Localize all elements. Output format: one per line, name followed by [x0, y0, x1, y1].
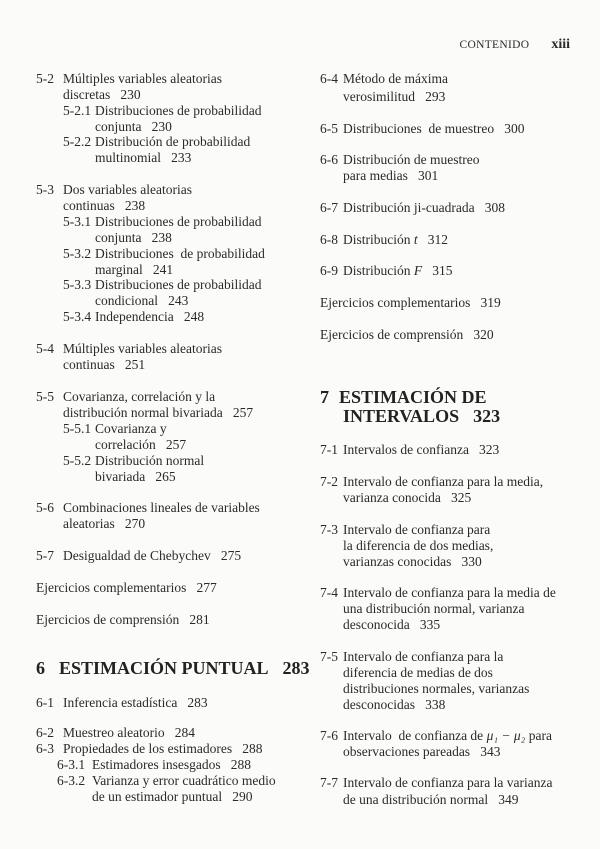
toc-entry [343, 728, 552, 744]
toc-number: 7-1 [320, 442, 338, 457]
toc-entry: Intervalo de confianza para [343, 522, 491, 537]
math-variable: t [413, 232, 418, 247]
toc-entry: aleatorias 270 [63, 516, 146, 531]
toc-entry: Distribuciones de probabilidad [95, 246, 265, 261]
toc-entry: Muestreo aleatorio 284 [63, 725, 195, 740]
toc-number: 7-5 [320, 649, 338, 664]
toc-number: 6-9 [320, 263, 338, 278]
toc-entry [343, 232, 448, 248]
toc-entry: continuas 238 [63, 198, 146, 213]
toc-entry: verosimilitud 293 [343, 89, 446, 104]
toc-entry: Intervalo de confianza para la media, [343, 474, 544, 489]
toc-entry: Ejercicios de comprensión 281 [36, 612, 210, 627]
toc-number: 5-6 [36, 500, 54, 515]
toc-number: 5-3.4 [63, 309, 92, 324]
toc-entry: Estimadores insesgados 288 [92, 757, 251, 772]
entry-text: Distribución [343, 263, 414, 278]
toc-number: 5-4 [36, 341, 54, 356]
entry-text: Intervalo de confianza de [343, 728, 487, 743]
toc-number: 6-2 [36, 725, 54, 740]
toc-entry: Intervalo de confianza para la varianza [343, 775, 553, 790]
toc-entry: Combinaciones lineales de variables [63, 500, 260, 515]
toc-number: 5-5 [36, 389, 54, 404]
toc-number: 6-6 [320, 152, 338, 167]
toc-entry: Distribución de probabilidad [95, 134, 251, 149]
toc-number: 5-3.2 [63, 246, 92, 261]
toc-number: 5-7 [36, 548, 54, 563]
toc-entry: Intervalos de confianza 323 [343, 442, 500, 457]
toc-number: 5-2.1 [63, 103, 92, 118]
toc-entry: Método de máxima [343, 71, 448, 86]
toc-entry: Distribución normal [95, 453, 205, 468]
running-header [460, 37, 570, 53]
toc-number: 6-7 [320, 200, 338, 215]
toc-number: 6-3 [36, 741, 54, 756]
toc-number: 7-7 [320, 775, 338, 790]
page-number: xiii [551, 37, 570, 52]
toc-entry: discretas 230 [63, 87, 141, 102]
toc-entry: Distribuciones de probabilidad [95, 103, 262, 118]
toc-number: 6-1 [36, 695, 54, 710]
toc-entry: de una distribución normal 349 [343, 792, 519, 807]
toc-number: 7-2 [320, 474, 338, 489]
toc-entry: Múltiples variables aleatorias [63, 341, 222, 356]
toc-entry: una distribución normal, varianza [343, 601, 525, 616]
toc-entry: Distribuciones de muestreo 300 [343, 121, 525, 136]
toc-entry: para medias 301 [343, 168, 439, 183]
toc-entry: Desigualdad de Chebychev 275 [63, 548, 242, 563]
math-expression: μ₁ − μ₂ [486, 728, 526, 743]
toc-entry: de un estimador puntual 290 [92, 789, 253, 804]
toc-entry: varianza conocida 325 [343, 490, 472, 505]
toc-entry: observaciones pareadas 343 [343, 744, 501, 759]
toc-entry: conjunta 238 [95, 230, 172, 245]
toc-entry: Independencia 248 [95, 309, 205, 324]
toc-entry: distribuciones normales, varianzas [343, 681, 530, 696]
toc-entry: Intervalo de confianza para la [343, 649, 504, 664]
toc-entry: Distribuciones de probabilidad [95, 214, 262, 229]
toc-entry: bivariada 265 [95, 469, 176, 484]
toc-entry: Covarianza, correlación y la [63, 389, 216, 404]
toc-entry: condicional 243 [95, 293, 189, 308]
toc-entry: diferencia de medias de dos [343, 665, 493, 680]
toc-entry: Dos variables aleatorias [63, 182, 192, 197]
entry-page: 315 [422, 263, 453, 278]
toc-entry: Múltiples variables aleatorias [63, 71, 222, 86]
chapter-title: ESTIMACIÓN DE [339, 387, 487, 407]
toc-number: 5-5.1 [63, 421, 92, 436]
toc-entry: distribución normal bivariada 257 [63, 405, 254, 420]
toc-number: 5-3 [36, 182, 54, 197]
toc-number: 7-3 [320, 522, 338, 537]
toc-entry: Propiedades de los estimadores 288 [63, 741, 263, 756]
toc-entry [343, 263, 453, 279]
toc-entry: conjunta 230 [95, 119, 172, 134]
toc-entry: desconocida 335 [343, 617, 441, 632]
toc-entry: Varianza y error cuadrático medio [92, 773, 276, 788]
toc-entry: Inferencia estadística 283 [63, 695, 208, 710]
toc-entry: Covarianza y [95, 421, 167, 436]
toc-entry: Intervalo de confianza para la media de [343, 585, 556, 600]
chapter-number: 6 [36, 658, 45, 678]
chapter-page: 323 [473, 406, 501, 426]
chapter-number: 7 [320, 387, 329, 407]
toc-number: 7-6 [320, 728, 338, 743]
toc-number: 5-2 [36, 71, 54, 86]
toc-number: 5-5.2 [63, 453, 92, 468]
chapter-7-heading [320, 387, 487, 407]
toc-entry: Distribuciones de probabilidad [95, 277, 262, 292]
toc-number: 6-3.2 [57, 773, 86, 788]
toc-number: 6-4 [320, 71, 338, 86]
chapter-title: ESTIMACIÓN PUNTUAL [59, 658, 269, 678]
chapter-7-heading-line2 [343, 406, 500, 426]
section-title: CONTENIDO [459, 39, 530, 51]
toc-entry: marginal 241 [95, 262, 174, 277]
toc-number: 5-3.1 [63, 214, 92, 229]
toc-entry: Ejercicios complementarios 277 [36, 580, 217, 595]
entry-text: Distribución [343, 232, 414, 247]
toc-number: 5-3.3 [63, 277, 92, 292]
toc-entry: Distribución ji-cuadrada 308 [343, 200, 505, 215]
toc-entry: Ejercicios de comprensión 320 [320, 327, 494, 342]
chapter-page: 283 [282, 658, 310, 678]
entry-text: para [525, 728, 552, 743]
toc-entry: multinomial 233 [95, 150, 192, 165]
entry-page: 312 [417, 232, 449, 247]
chapter-title-line2: INTERVALOS [343, 406, 460, 426]
toc-number: 6-3.1 [57, 757, 86, 772]
toc-entry: varianzas conocidas 330 [343, 554, 482, 569]
toc-entry: correlación 257 [95, 437, 187, 452]
chapter-6-heading [36, 658, 310, 678]
toc-number: 6-8 [320, 232, 338, 247]
toc-number: 7-4 [320, 585, 338, 600]
toc-entry: Distribución de muestreo [343, 152, 480, 167]
math-variable: F [413, 263, 423, 278]
toc-entry: desconocidas 338 [343, 697, 446, 712]
toc-number: 5-2.2 [63, 134, 92, 149]
toc-entry: Ejercicios complementarios 319 [320, 295, 501, 310]
toc-entry: continuas 251 [63, 357, 146, 372]
toc-entry: la diferencia de dos medias, [343, 538, 494, 553]
toc-number: 6-5 [320, 121, 338, 136]
